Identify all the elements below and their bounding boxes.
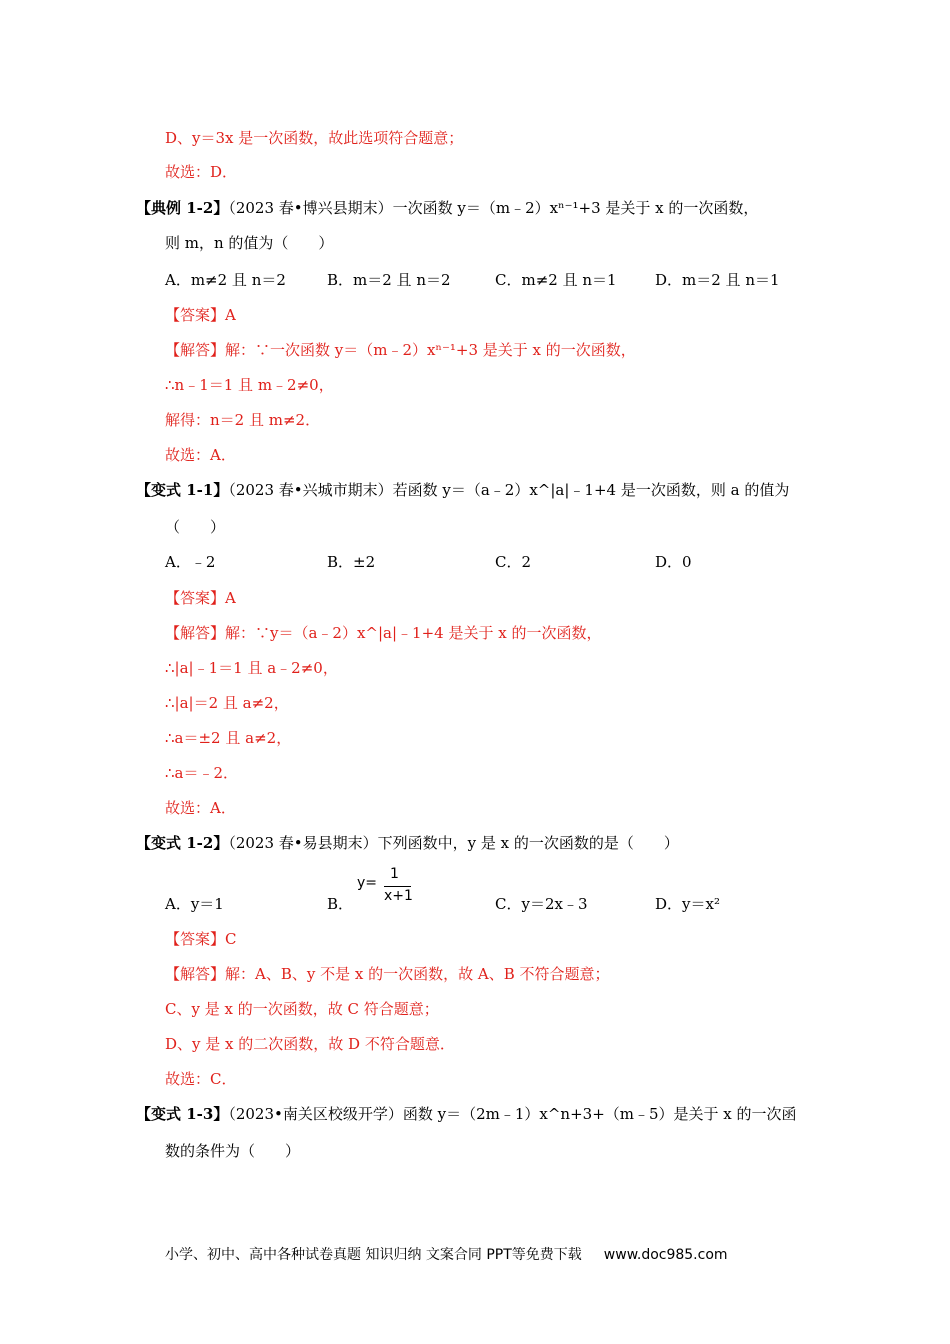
solution-line: ∴a＝﹣2． [165,764,239,782]
solution-line: D、y＝3x 是一次函数，故此选项符合题意； [165,129,464,147]
option-d: D．0 [655,553,692,571]
question-tag: 【变式 1-2】 [136,834,229,852]
answer-tag: 【答案】 [165,930,226,948]
footer-url[interactable]: www.doc985.com [603,1247,728,1263]
option-d: D．m＝2 且 n＝1 [655,271,780,289]
solution-line: 【解答】解：A、B、y 不是 x 的一次函数，故 A、B 不符合题意； [165,965,610,983]
answer-tag: 【答案】 [165,306,226,324]
solution-line: 故选：A． [165,799,236,817]
fraction-bar [384,886,411,887]
solution-line: ∴|a|﹣1＝1 且 a﹣2≠0， [165,659,338,677]
option-b: B．m＝2 且 n＝2 [327,271,451,289]
answer-tag: 【答案】 [165,589,226,607]
question-text: （2023 春•兴城市期末）若函数 y＝（a﹣2）x^|a|﹣1+4 是一次函数，则 a 的值为 [228,481,790,499]
question-text: 数的条件为（ ） [165,1142,301,1160]
answer-value: A [225,589,236,607]
question-text: （2023 春•易县期末）下列函数中，y 是 x 的一次函数的是（ ） [228,834,679,852]
fraction-lhs: y= [357,875,378,891]
question-text: （2023•南关区校级开学）函数 y＝（2m﹣1）x^n+3+（m﹣5）是关于 x 的一次函 [228,1105,797,1123]
solution-line: ∴n﹣1＝1 且 m﹣2≠0， [165,376,334,394]
option-a: A．﹣2 [165,553,216,571]
question-title [136,479,789,501]
question-title [136,1103,797,1125]
answer-value: C [225,930,237,948]
fraction-denominator: x+1 [384,888,413,904]
solution-line: D、y 是 x 的二次函数，故 D 不符合题意． [165,1035,455,1053]
question-text: 则 m，n 的值为（ ） [165,234,334,252]
option-b: B．±2 [327,553,376,571]
question-tag: 【典例 1-2】 [136,199,229,217]
page-footer [165,1244,728,1264]
option-a: A．y＝1 [165,895,224,913]
question-title [136,197,758,219]
footer-text: 小学、初中、高中各种试卷真题 知识归纳 文案合同 PPT等免费下载 [165,1247,582,1263]
question-title [136,832,679,854]
answer-line [165,928,237,950]
option-c: C．m≠2 且 n＝1 [495,271,617,289]
solution-line: C、y 是 x 的一次函数，故 C 符合题意； [165,1000,439,1018]
option-c: C．y＝2x﹣3 [495,895,588,913]
fraction-numerator: 1 [390,866,399,882]
solution-line: 解得：n＝2 且 m≠2． [165,411,321,429]
question-text: （2023 春•博兴县期末）一次函数 y＝（m﹣2）xⁿ⁻¹+3 是关于 x 的一次函数， [228,199,759,217]
option-b: B． [327,895,354,913]
option-c: C．2 [495,553,532,571]
fraction-formula [357,866,413,906]
option-a: A．m≠2 且 n＝2 [165,271,286,289]
solution-line: 故选：D． [165,163,238,181]
solution-line: 【解答】解：∵y＝（a﹣2）x^|a|﹣1+4 是关于 x 的一次函数， [165,624,602,642]
answer-line [165,304,236,326]
option-d: D．y＝x² [655,895,720,913]
solution-line: ∴a＝±2 且 a≠2， [165,729,292,747]
solution-line: 故选：A． [165,446,236,464]
question-tag: 【变式 1-1】 [136,481,229,499]
question-text: （ ） [165,518,226,536]
question-tag: 【变式 1-3】 [136,1105,229,1123]
solution-line: ∴|a|＝2 且 a≠2， [165,694,289,712]
solution-line: 故选：C． [165,1070,237,1088]
solution-line: 【解答】解：∵一次函数 y＝（m﹣2）xⁿ⁻¹+3 是关于 x 的一次函数， [165,341,636,359]
answer-line [165,587,236,609]
answer-value: A [225,306,236,324]
